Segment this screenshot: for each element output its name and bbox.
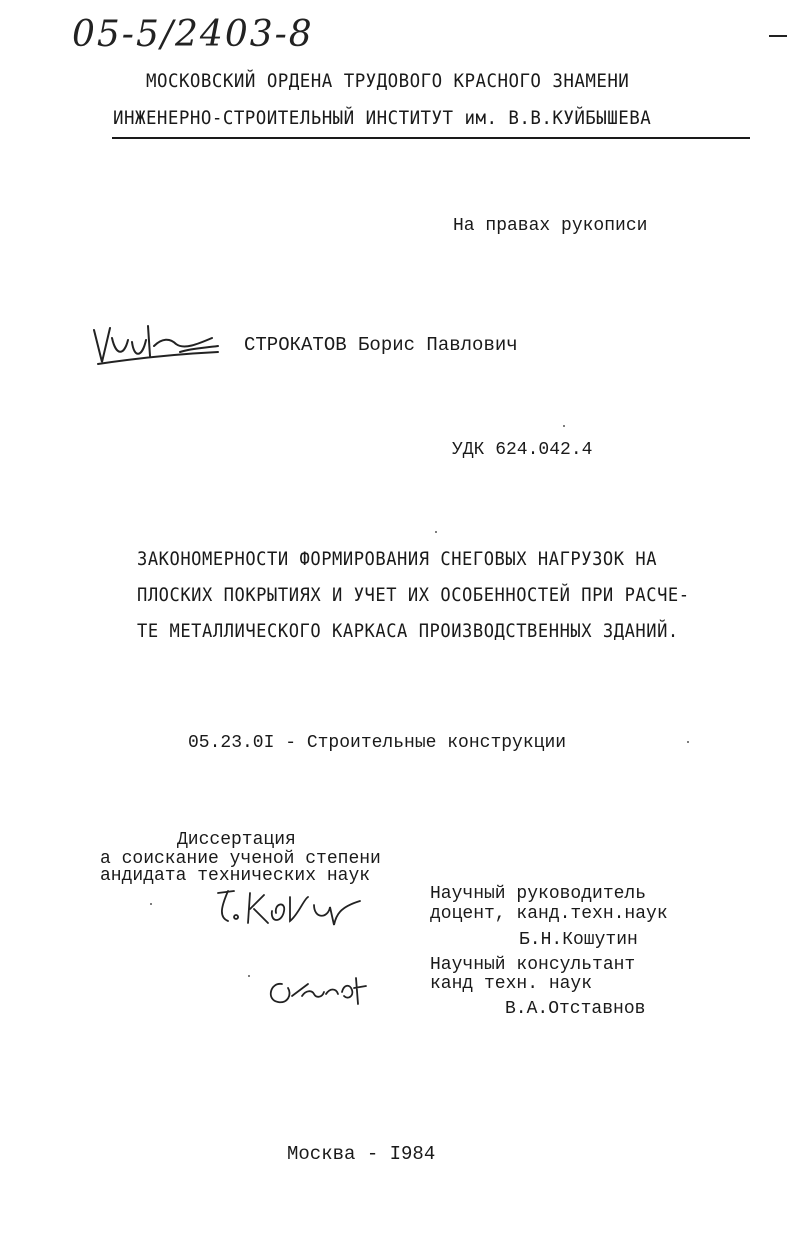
speck [150, 903, 152, 905]
margin-mark [769, 35, 787, 37]
consultant-signature [264, 970, 374, 1010]
title-line-1: ЗАКОНОМЕРНОСТИ ФОРМИРОВАНИЯ СНЕГОВЫХ НАГРУЗОК НА [137, 548, 658, 570]
title-line-3: ТЕ МЕТАЛЛИЧЕСКОГО КАРКАСА ПРОИЗВОДСТВЕННЫХ ЗДАНИЙ. [137, 620, 679, 642]
author-signature [88, 318, 238, 368]
dissertation-line-2: а соискание ученой степени [100, 849, 381, 869]
dissertation-line-3: андидата технических наук [100, 866, 371, 886]
supervisor-degree: доцент, канд.техн.наук [430, 904, 668, 924]
speck [563, 425, 565, 427]
city-year: Москва - I984 [287, 1143, 436, 1165]
supervisor-role: Научный руководитель [430, 884, 647, 904]
institute-line-2: ИНЖЕНЕРНО-СТРОИТЕЛЬНЫЙ ИНСТИТУТ им. В.В.КУЙБЫШЕВА [113, 107, 652, 129]
archive-number: 05-5/2403-8 [72, 14, 314, 55]
manuscript-note: На правах рукописи [453, 216, 648, 236]
consultant-degree: канд техн. наук [430, 974, 593, 994]
supervisor-name: Б.Н.Кошутин [519, 930, 638, 950]
title-line-2: ПЛОСКИХ ПОКРЫТИЯХ И УЧЕТ ИХ ОСОБЕННОСТЕЙ ПРИ РАСЧЕ- [137, 584, 690, 606]
specialty-code: 05.23.0I - Строительные конструкции [188, 733, 567, 753]
speck [687, 741, 689, 743]
speck [435, 531, 437, 533]
header-divider [112, 137, 750, 139]
consultant-name: В.А.Отставнов [505, 999, 646, 1019]
institute-line-1: МОСКОВСКИЙ ОРДЕНА ТРУДОВОГО КРАСНОГО ЗНАМЕНИ [146, 70, 630, 92]
author-name: СТРОКАТОВ Борис Павлович [244, 334, 518, 356]
consultant-role: Научный консультант [430, 955, 636, 975]
speck [248, 975, 250, 977]
udc-code: УДК 624.042.4 [452, 440, 593, 460]
dissertation-line-1: Диссертация [177, 830, 296, 850]
supervisor-signature [210, 885, 380, 930]
